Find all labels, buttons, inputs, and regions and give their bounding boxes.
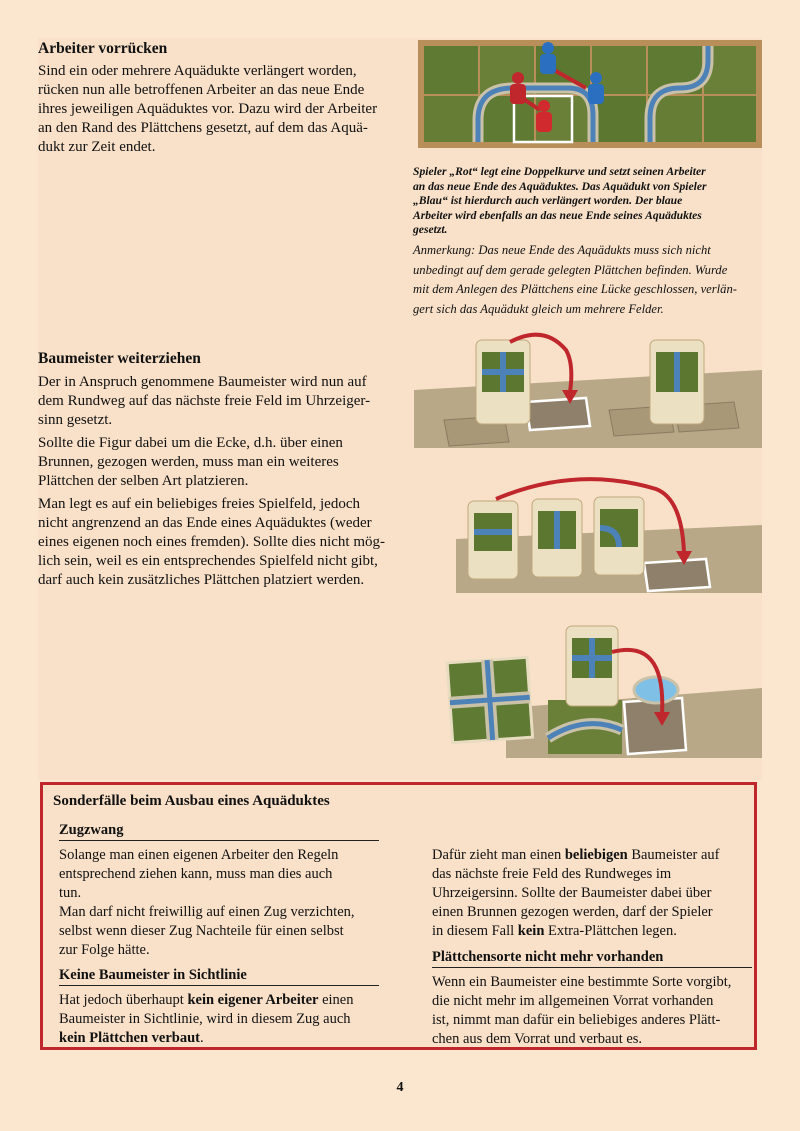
figure-aqueduct-workers <box>418 40 762 148</box>
text-beliebiger-baumeister: Dafür zieht man einen beliebigen Baumeister auf das nächste freie Feld des Rundweges im Uhrzeigersinn. Sollte der Baumeister dabei über einen Brunnen gezogen werden, darf der Spieler in diesem Fall kein Extra-Plättchen legen. <box>432 847 720 939</box>
text-baumeister-p1: Der in Anspruch genommene Baumeister wird nun auf dem Rundweg auf das nächste freie Feld im Uhrzeiger- sinn gesetzt. <box>38 374 371 428</box>
builder-old <box>476 340 530 424</box>
subheading-keine-baumeister: Keine Baumeister in Sichtlinie <box>59 967 379 986</box>
figure-builder-corner <box>456 475 762 593</box>
caption-figure-1: Spieler „Rot“ legt eine Doppelkurve und setzt seinen Arbeiter an das neue Ende des Aquäduktes. Das Aquädukt von Spieler „Blau“ ist hierdurch auch verlängert worden. Der blaue Arbeiter wird ebenfalls an das neue Ende seines Aquäduktes gesetzt. <box>413 165 707 236</box>
worker-red-old <box>510 72 526 104</box>
extra-tile <box>447 657 532 742</box>
builder-other <box>650 340 704 424</box>
worker-blue-old <box>540 42 556 74</box>
subheading-plaettchensorte: Plättchensorte nicht mehr vorhanden <box>432 949 752 968</box>
builder-2 <box>532 499 582 577</box>
text-baumeister-p2: Sollte die Figur dabei um die Ecke, d.h. über einen Brunnen, gezogen werden, muss man ein weiteres Plättchen der selben Art platzieren. <box>38 435 343 489</box>
builder <box>566 626 618 706</box>
worker-blue-new <box>588 72 604 104</box>
heading-baumeister-weiterziehen: Baumeister weiterziehen <box>38 350 201 367</box>
target-square <box>624 698 686 754</box>
target-square <box>526 398 590 430</box>
figure-builder-move <box>414 330 762 448</box>
builder-3 <box>594 497 644 575</box>
special-cases-box <box>40 782 757 1050</box>
subheading-zugzwang: Zugzwang <box>59 822 379 841</box>
builder-1 <box>468 501 518 579</box>
text-arbeiter-vorruecken: Sind ein oder mehrere Aquädukte verlängert worden, rücken nun alle betroffenen Arbeiter an das neue Ende ihres jeweiligen Aquäduktes vor. Dazu wird der Arbeiter an den Rand des Plättchens gesetzt, auf dem das Aquä- dukt zur Zeit endet. <box>38 63 378 155</box>
target-square <box>644 559 710 591</box>
aqueduct-tile <box>548 700 622 754</box>
caption-note: Anmerkung: Das neue Ende des Aquädukts muss sich nicht unbedingt auf dem gerade gelegten Plättchen befinden. Wurde mit dem Anlegen des Plättchens eine Lücke geschlossen, verlän- gert sich das Aquädukt gleich um mehrere Felder. <box>413 243 737 316</box>
text-baumeister-p3: Man legt es auf ein beliebiges freies Spielfeld, jedoch nicht angrenzend an das Ende eines Aquäduktes (weder eines eigenen noch eines fremden). Sollte dies nicht mög- lich sein, weil es ein entsprechendes Spielfeld nicht gibt, darf auch kein zusätzliches Plättchen platziert werden. <box>38 496 385 588</box>
special-cases-title: Sonderfälle beim Ausbau eines Aquäduktes <box>53 793 330 809</box>
worker-red-new <box>536 100 552 132</box>
text-zugzwang: Solange man einen eigenen Arbeiter den Regeln entsprechend ziehen kann, muss man dies auch tun. Man darf nicht freiwillig auf einen Zug verzichten, selbst wenn dieser Zug Nachteile für einen selbst zur Folge hätte. <box>59 847 355 958</box>
figure-extra-tile <box>446 618 762 758</box>
fountain <box>634 677 678 703</box>
text-keine-baumeister: Hat jedoch überhaupt kein eigener Arbeiter einen Baumeister in Sichtlinie, wird in diesem Zug auch kein Plättchen verbaut. <box>59 992 354 1046</box>
page-number: 4 <box>396 1080 404 1095</box>
heading-arbeiter-vorruecken: Arbeiter vorrücken <box>38 40 168 57</box>
text-plaettchensorte: Wenn ein Baumeister eine bestimmte Sorte vorgibt, die nicht mehr im allgemeinen Vorrat vorhanden ist, nimmt man dafür ein beliebiges anderes Plätt- chen aus dem Vorrat und verbaut es. <box>432 974 732 1047</box>
